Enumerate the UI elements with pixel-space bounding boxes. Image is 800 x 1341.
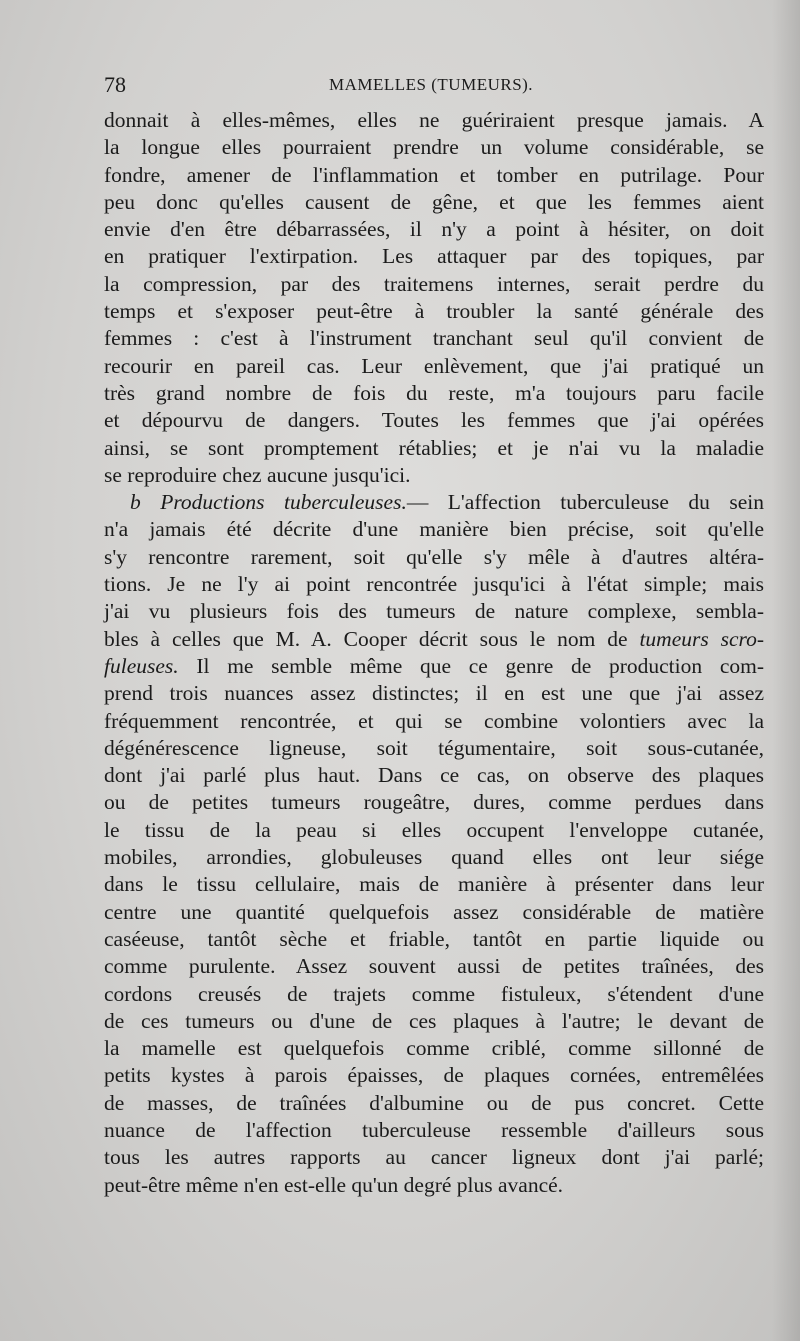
text-line: dégénérescence ligneuse, soit tégumentaire, soit sous-cutanée, — [104, 735, 764, 760]
text-line: de ces tumeurs ou d'une de ces plaques à l'autre; le devant de — [104, 1008, 764, 1033]
text-line: fréquemment rencontrée, et qui se combine volontiers avec la — [104, 708, 764, 733]
text-line: centre une quantité quelquefois assez considérable de matière — [104, 899, 764, 924]
text-line: donnait à elles-mêmes, elles ne guériraient presque jamais. A — [104, 108, 764, 132]
text-segment: bles à celles que M. A. Cooper décrit sous le nom de — [104, 626, 628, 651]
page-header — [104, 72, 764, 102]
text-line: se reproduire chez aucune jusqu'ici. — [104, 462, 411, 487]
text-line: femmes : c'est à l'instrument tranchant seul qu'il convient de — [104, 326, 764, 351]
text-line: de masses, de traînées d'albumine ou de pus concret. Cette — [104, 1090, 764, 1115]
text-line: j'ai vu plusieurs fois des tumeurs de nature complexe, sembla- — [104, 599, 764, 624]
italic-term: fuleuses. — [104, 653, 179, 678]
subsection-label: b — [130, 490, 141, 515]
page-edge-shadow — [772, 0, 800, 1341]
text-line: la longue elles pourraient prendre un volume considérable, se — [104, 135, 764, 160]
text-line: en pratiquer l'extirpation. Les attaquer par des topiques, par — [104, 244, 764, 269]
text-line: prend trois nuances assez distinctes; il en est une que j'ai assez — [104, 681, 764, 706]
text-line: très grand nombre de fois du reste, m'a toujours paru facile — [104, 380, 764, 405]
text-line: le tissu de la peau si elles occupent l'enveloppe cutanée, — [104, 817, 764, 842]
text-line: peut-être même n'en est-elle qu'un degré plus avancé. — [104, 1172, 564, 1197]
text-line: recourir en pareil cas. Leur enlèvement, que j'ai pratiqué un — [104, 353, 764, 378]
text-line: temps et s'exposer peut-être à troubler la santé générale des — [104, 299, 764, 324]
text-line: dans le tissu cellulaire, mais de manière à présenter dans leur — [104, 872, 764, 897]
text-line: cordons creusés de trajets comme fistuleux, s'étendent d'une — [104, 981, 764, 1006]
body-text — [104, 107, 764, 1199]
text-line: tous les autres rapports au cancer ligneux dont j'ai parlé; — [104, 1145, 764, 1170]
text-line: ou de petites tumeurs rougeâtre, dures, comme perdues dans — [104, 790, 764, 815]
text-line: comme purulente. Assez souvent aussi de petites traînées, des — [104, 954, 764, 979]
page-number: 78 — [104, 72, 126, 97]
text-line: peu donc qu'elles causent de gêne, et que les femmes aient — [104, 189, 764, 214]
text-line: la compression, par des traitemens internes, serait perdre du — [104, 271, 764, 296]
subsection-lead: — L'affection tuberculeuse du sein — [406, 490, 765, 515]
text-line: petits kystes à parois épaisses, de plaques cornées, entremêlées — [104, 1063, 764, 1088]
text-line: dont j'ai parlé plus haut. Dans ce cas, on observe des plaques — [104, 763, 764, 788]
text-segment: Il me semble même que ce genre de production com- — [178, 653, 764, 678]
subsection-title: Productions tuberculeuses. — [160, 490, 407, 515]
text-line: tions. Je ne l'y ai point rencontrée jusqu'ici à l'état simple; mais — [104, 572, 764, 597]
text-line: nuance de l'affection tuberculeuse ressemble d'ailleurs sous — [104, 1117, 764, 1142]
text-line: mobiles, arrondies, globuleuses quand elles ont leur siége — [104, 845, 764, 870]
text-line-with-term — [104, 626, 764, 653]
subsection-heading-line — [104, 489, 764, 516]
text-line: n'a jamais été décrite d'une manière bien précise, soit qu'elle — [104, 517, 764, 542]
running-title: MAMELLES (TUMEURS). — [329, 75, 534, 94]
text-line: la mamelle est quelquefois comme criblé, comme sillonné de — [104, 1036, 764, 1061]
text-line: fondre, amener de l'inflammation et tomber en putrilage. Pour — [104, 162, 764, 187]
italic-term: tumeurs scro- — [639, 626, 764, 651]
text-line: ainsi, se sont promptement rétablies; et je n'ai vu la maladie — [104, 435, 764, 460]
text-line: envie d'en être débarrassées, il n'y a point à hésiter, on doit — [104, 217, 764, 242]
text-line-with-term — [104, 653, 764, 680]
text-line: et dépourvu de dangers. Toutes les femmes que j'ai opérées — [104, 408, 764, 433]
text-line: caséeuse, tantôt sèche et friable, tantôt en partie liquide ou — [104, 926, 764, 951]
text-line: s'y rencontre rarement, soit qu'elle s'y mêle à d'autres altéra- — [104, 544, 764, 569]
